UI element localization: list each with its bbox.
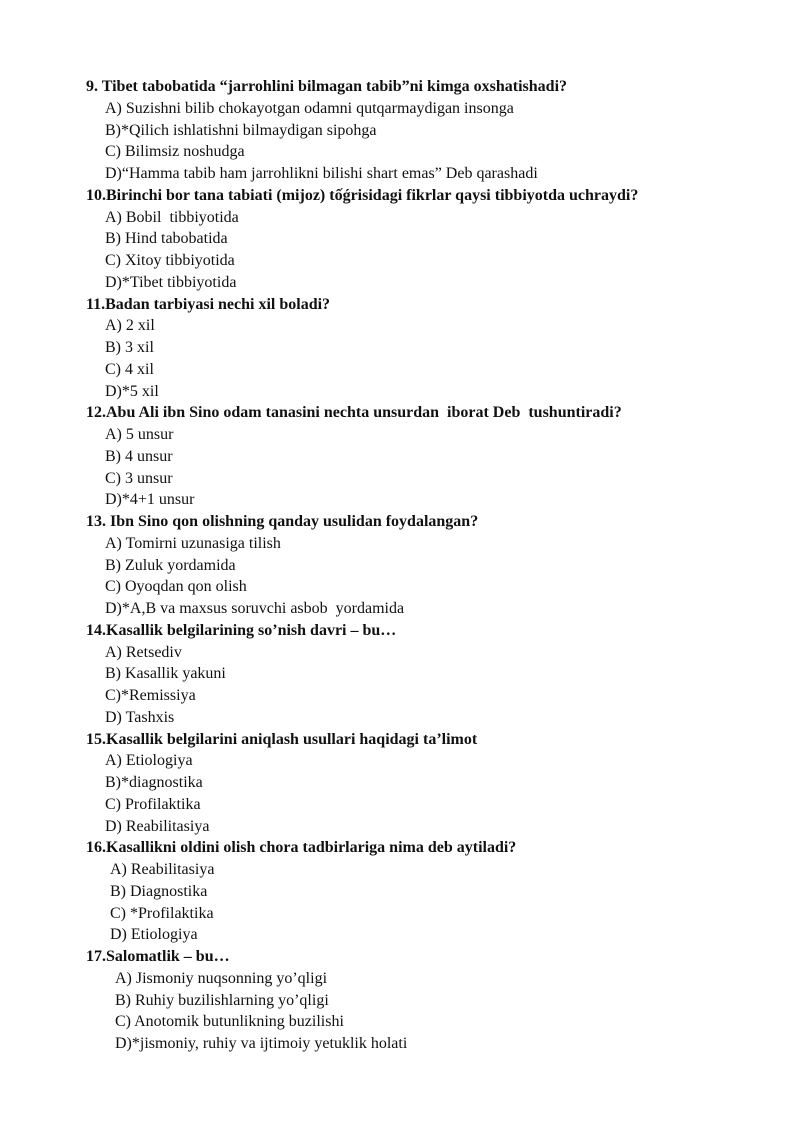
option-9c: C) Bilimsiz noshudga	[105, 143, 245, 161]
option-9b: B)*Qilich ishlatishni bilmaydigan sipohga	[105, 121, 377, 139]
option-9d: D)“Hamma tabib ham jarrohlikni bilishi shart emas” Deb qarashadi	[105, 165, 538, 182]
option-12d: D)*4+1 unsur	[105, 491, 195, 509]
option-15c: C) Profilaktika	[105, 795, 201, 813]
option-17a: A) Jismoniy nuqsonning yo’qligi	[115, 969, 328, 987]
option-10a: A) Bobil tibbiyotida	[105, 208, 239, 226]
option-15d: D) Reabilitasiya	[105, 817, 210, 835]
option-9a: A) Suzishni bilib chokayotgan odamni qutqarmaydigan insonga	[105, 99, 514, 117]
option-14a: A) Retsediv	[105, 643, 182, 661]
option-13d: D)*A,B va maxsus soruvchi asbob yordamida	[105, 600, 405, 617]
question-10: 10.Birinchi bor tana tabiati (mijoz) tốǵrisidagi fikrlar qaysi tibbiyotda uchraydi?	[86, 186, 639, 204]
option-14d: D) Tashxis	[105, 708, 175, 726]
option-15b: B)*diagnostika	[105, 774, 203, 791]
question-13: 13. Ibn Sino qon olishning qanday usulidan foydalangan?	[86, 513, 479, 530]
question-17: 17.Salomatlik – bu…	[86, 948, 230, 965]
question-15: 15.Kasallik belgilarini aniqlash usullari haqidagi ta’limot	[86, 730, 478, 748]
option-16a: A) Reabilitasiya	[110, 861, 215, 878]
option-16b: B) Diagnostika	[110, 882, 208, 900]
option-14c: C)*Remissiya	[105, 687, 196, 704]
option-17b: B) Ruhiy buzilishlarning yo’qligi	[115, 991, 329, 1009]
option-17d: D)*jismoniy, ruhiy va ijtimoiy yetuklik holati	[115, 1035, 408, 1052]
option-14b: B) Kasallik yakuni	[105, 665, 226, 683]
option-10b: B) Hind tabobatida	[105, 230, 228, 248]
option-11d: D)*5 xil	[105, 382, 159, 400]
option-13c: C) Oyoqdan qon olish	[105, 578, 247, 596]
question-9: 9. Tibet tabobatida “jarrohlini bilmagan tabib”ni kimga oxshatishadi?	[86, 78, 568, 95]
option-11c: C) 4 xil	[105, 360, 154, 378]
option-17c: C) Anotomik butunlikning buzilishi	[115, 1013, 344, 1031]
option-12c: C) 3 unsur	[105, 469, 173, 487]
question-11: 11.Badan tarbiyasi nechi xil boladi?	[86, 295, 331, 313]
option-16d: D) Etiologiya	[110, 926, 198, 944]
option-13b: B) Zuluk yordamida	[105, 556, 236, 574]
option-12a: A) 5 unsur	[105, 426, 174, 443]
option-13a: A) Tomirni uzunasiga tilish	[105, 534, 281, 552]
question-16: 16.Kasallikni oldini olish chora tadbirlariga nima deb aytiladi?	[86, 839, 517, 857]
question-12: 12.Abu Ali ibn Sino odam tanasini nechta unsurdan iborat Deb tushuntiradi?	[86, 404, 622, 422]
option-16c: C) *Profilaktika	[110, 904, 214, 922]
test-questions	[86, 76, 776, 1055]
option-12b: B) 4 unsur	[105, 447, 173, 465]
option-11a: A) 2 xil	[105, 317, 155, 335]
option-15a: A) Etiologiya	[105, 752, 193, 770]
option-10c: C) Xitoy tibbiyotida	[105, 252, 235, 269]
question-14: 14.Kasallik belgilarining so’nish davri – bu…	[86, 621, 397, 639]
option-11b: B) 3 xil	[105, 339, 154, 356]
option-10d: D)*Tibet tibbiyotida	[105, 273, 237, 291]
